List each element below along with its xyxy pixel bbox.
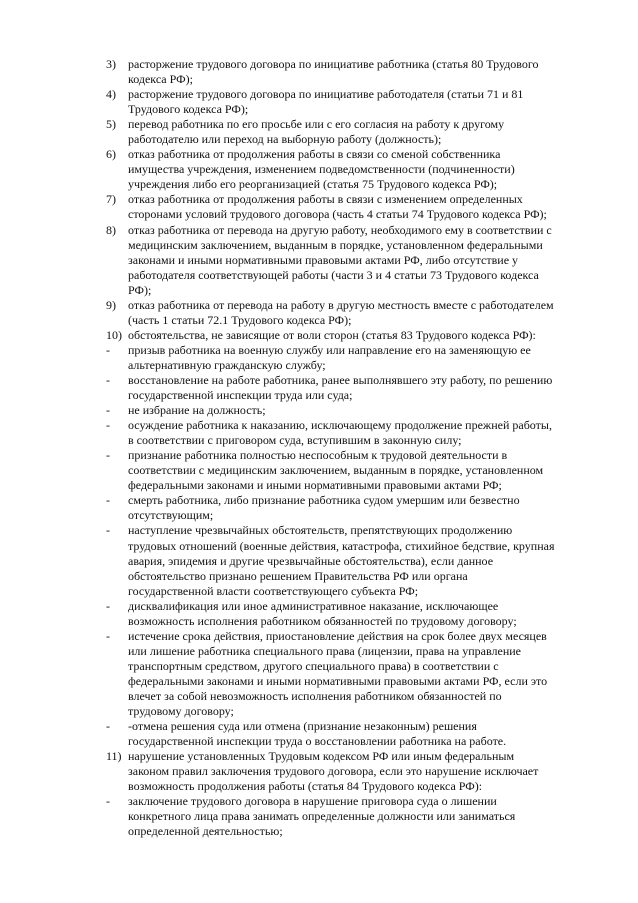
list-item-marker: 7) bbox=[106, 192, 116, 207]
list-item bbox=[106, 599, 606, 629]
list-item bbox=[106, 117, 606, 147]
list-item-text-line: или лишение работника специального права (лицензии, права на управление bbox=[128, 643, 521, 658]
list-item-marker: 11) bbox=[106, 749, 122, 764]
list-item-text-line: отсутствующим; bbox=[128, 508, 214, 523]
list-item-text-line: расторжение трудового договора по инициативе работодателя (статьи 71 и 81 bbox=[128, 87, 524, 102]
list-item-text-line: заключение трудового договора в нарушение приговора суда о лишении bbox=[128, 794, 497, 809]
list-item-text-line: федеральными законами и иными нормативными правовыми актами РФ; bbox=[128, 478, 502, 493]
list-item bbox=[106, 629, 606, 719]
list-item-text-line: обстоятельства, не зависящие от воли сторон (статья 83 Трудового кодекса РФ): bbox=[128, 327, 536, 342]
list-item-text-line: нарушение установленных Трудовым кодексом РФ или иным федеральным bbox=[128, 749, 515, 764]
list-item-text-line: работодателя соответствующей работы (части 3 и 4 статьи 73 Трудового кодекса bbox=[128, 267, 539, 282]
list-item-text-line: перевод работника по его просьбе или с его согласия на работу к другому bbox=[128, 117, 505, 132]
list-item-text-line: -отмена решения суда или отмена (признание незаконным) решения bbox=[128, 719, 477, 734]
list-item bbox=[106, 794, 606, 839]
list-item bbox=[106, 493, 606, 523]
list-item bbox=[106, 523, 606, 598]
list-item-text-line: отказ работника от перевода на работу в другую местность вместе с работодателем bbox=[128, 297, 554, 312]
list-item-text-line: сторонами условий трудового договора (часть 4 статьи 74 Трудового кодекса РФ); bbox=[128, 207, 547, 222]
list-item bbox=[106, 373, 606, 403]
list-item-text-line: законом правил заключения трудового договора, если это нарушение исключает bbox=[128, 764, 539, 779]
list-item bbox=[106, 448, 606, 493]
list-item-text-line: государственной власти соответствующего субъекта РФ; bbox=[128, 583, 419, 598]
list-item bbox=[106, 192, 606, 222]
list-item bbox=[106, 418, 606, 448]
list-item-marker: - bbox=[106, 403, 110, 418]
list-item-text-line: РФ); bbox=[128, 282, 152, 297]
list-item-text-line: в соответствии с приговором суда, вступившим в законную силу; bbox=[128, 433, 462, 448]
list-item-text-line: осуждение работника к наказанию, исключающему продолжение прежней работы, bbox=[128, 418, 552, 433]
list-item-marker: - bbox=[106, 448, 110, 463]
list-item-marker: 3) bbox=[106, 57, 116, 71]
list-item bbox=[106, 298, 606, 328]
list-item-text-line: учреждения либо его реорганизацией (статья 75 Трудового кодекса РФ); bbox=[128, 177, 498, 192]
list-item-marker: 6) bbox=[106, 147, 116, 162]
list-item-marker: 9) bbox=[106, 297, 116, 312]
list-item-text-line: Трудового кодекса РФ); bbox=[128, 102, 249, 117]
list-item-text-line: трудовых отношений (военные действия, катастрофа, стихийное бедствие, крупная bbox=[128, 538, 555, 553]
list-item-marker: 4) bbox=[106, 87, 116, 102]
list-item-marker: 5) bbox=[106, 117, 116, 132]
list-item-text-line: государственной инспекции труда о восстановлении работника на работе. bbox=[128, 734, 507, 749]
list-item-text-line: (часть 1 статьи 72.1 Трудового кодекса РФ); bbox=[128, 312, 352, 327]
list-item-marker: - bbox=[106, 372, 110, 387]
list-item-marker: - bbox=[106, 523, 110, 538]
list-item bbox=[106, 403, 606, 418]
list-item-text-line: отказ работника от продолжения работы в связи с изменением определенных bbox=[128, 192, 523, 207]
list-item-text-line: определенной деятельностью; bbox=[128, 824, 283, 839]
list-item-text-line: смерть работника, либо признание работника судом умершим или безвестно bbox=[128, 493, 520, 508]
document-list bbox=[106, 57, 606, 839]
list-item-text-line: трудовому договору; bbox=[128, 704, 234, 719]
list-item-text-line: восстановление на работе работника, ранее выполнявшего эту работу, по решению bbox=[128, 372, 553, 387]
list-item-text-line: истечение срока действия, приостановление действия на срок более двух месяцев bbox=[128, 628, 547, 643]
list-item-text-line: возможность продолжения работы (статья 84 Трудового кодекса РФ): bbox=[128, 779, 483, 794]
list-item-text-line: конкретного лица права занимать определенные должности или заниматься bbox=[128, 809, 516, 824]
list-item-text-line: кодекса РФ); bbox=[128, 72, 193, 87]
list-item-text-line: отказ работника от перевода на другую работу, необходимого ему в соответствии с bbox=[128, 222, 552, 237]
list-item-text-line: транспортным средством, другого специального права) в соответствии с bbox=[128, 658, 499, 673]
list-item-text-line: имущества учреждения, изменением подведомственности (подчиненности) bbox=[128, 162, 515, 177]
list-item bbox=[106, 147, 606, 192]
list-item-marker: 10) bbox=[106, 327, 122, 342]
list-item bbox=[106, 719, 606, 749]
list-item-text-line: не избрание на должность; bbox=[128, 403, 266, 418]
list-item bbox=[106, 87, 606, 117]
list-item-marker: - bbox=[106, 628, 110, 643]
list-item-text-line: дисквалификация или иное административное наказание, исключающее bbox=[128, 598, 499, 613]
list-item bbox=[106, 328, 606, 343]
list-item-text-line: обстоятельство признано решением Правительства РФ или органа bbox=[128, 568, 468, 583]
list-item-text-line: наступление чрезвычайных обстоятельств, препятствующих продолжению bbox=[128, 523, 513, 538]
list-item-text-line: призыв работника на военную службу или направление его на заменяющую ее bbox=[128, 342, 531, 357]
list-item-text-line: соответствии с медицинским заключением, выданным в порядке, установленном bbox=[128, 463, 544, 478]
list-item-marker: - bbox=[106, 342, 110, 357]
list-item-marker: 8) bbox=[106, 222, 116, 237]
list-item-text-line: влечет за собой невозможность исполнения работником обязанностей по bbox=[128, 688, 502, 703]
list-item-marker: - bbox=[106, 493, 110, 508]
list-item-marker: - bbox=[106, 418, 110, 433]
list-item-text-line: федеральными законами и иными нормативными правовыми актами РФ, если это bbox=[128, 673, 548, 688]
list-item-text-line: возможность исполнения работником обязанностей по трудовому договору; bbox=[128, 613, 517, 628]
list-item-text-line: альтернативную гражданскую службу; bbox=[128, 357, 326, 372]
list-item-text-line: авария, эпидемия и другие чрезвычайные обстоятельства), если данное bbox=[128, 553, 494, 568]
list-item-marker: - bbox=[106, 719, 110, 734]
list-item bbox=[106, 57, 606, 87]
list-item-text-line: расторжение трудового договора по инициативе работника (статья 80 Трудового bbox=[128, 57, 539, 71]
list-item bbox=[106, 343, 606, 373]
list-item-text-line: законами и иными нормативными правовыми актами РФ, либо отсутствие у bbox=[128, 252, 519, 267]
list-item-text-line: признание работника полностью неспособным к трудовой деятельности в bbox=[128, 448, 508, 463]
list-item-text-line: работодателю или переход на выборную работу (должность); bbox=[128, 132, 442, 147]
list-item-text-line: медицинским заключением, выданным в порядке, установленном федеральными bbox=[128, 237, 543, 252]
list-item-text-line: государственной инспекции труда или суда; bbox=[128, 388, 353, 403]
list-item-text-line: отказ работника от продолжения работы в связи со сменой собственника bbox=[128, 147, 501, 162]
list-item bbox=[106, 223, 606, 298]
list-item-marker: - bbox=[106, 598, 110, 613]
list-item bbox=[106, 749, 606, 794]
list-item-marker: - bbox=[106, 794, 110, 809]
